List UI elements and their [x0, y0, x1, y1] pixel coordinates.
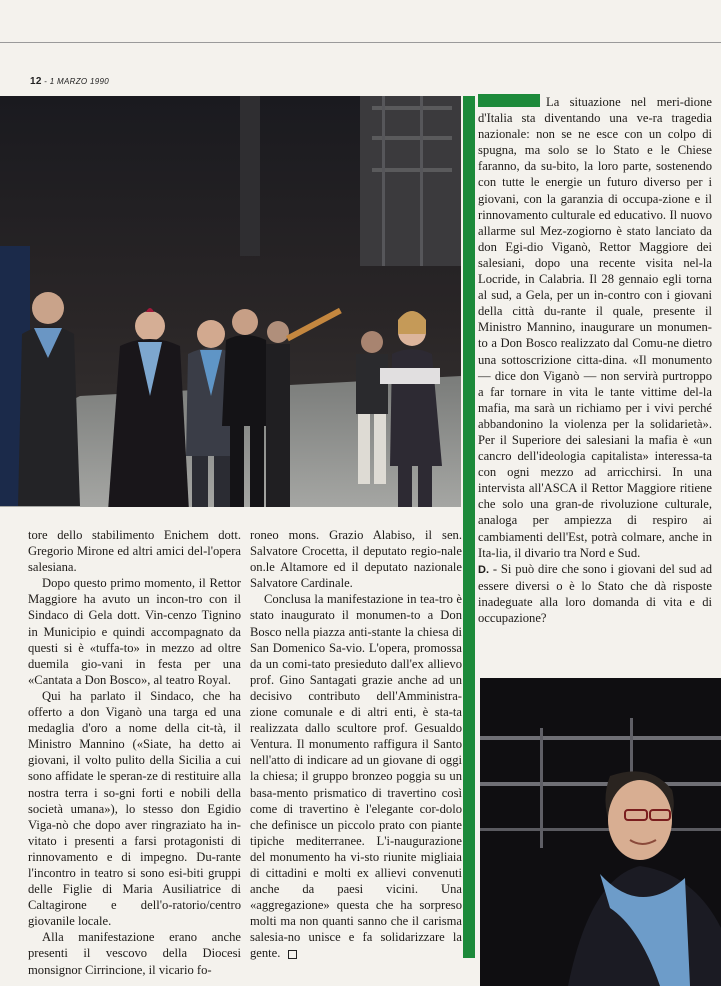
article-column-3	[478, 94, 712, 626]
question-label: D.	[478, 563, 489, 576]
end-of-article-square-icon	[288, 950, 297, 959]
paragraph-text: Conclusa la manifestazione in tea-tro è stato inaugurato il monumen-to a Don Bosco nella piazza anti-stante la chiesa di San Domenico Sa-vio. L'opera, promossa da un comi-tato presieduto dall'ex allievo prof. Gino Santagati grazie anche ad un decisivo contributo dell'Amministra-zione comunale e di altri enti, è sta-ta realizzata dallo scultore prof. Gesualdo Ventura. Il monumento raffigura il Santo nell'atto di indicare ad un giovane di oggi la chiesa; il gruppo bronzeo poggia su un basa-mento prismatico di travertino così come di travertino è l'elegante cor-dolo che definisce un piccolo prato con piante tipiche mediterranee. L'i-naugurazione del monumento ha vi-sto riunite migliaia di cittadini e molti ex allievi convenuti anche da paesi vicini. Una «aggregazione» questa che ha sorpreso molti ma non quanti sanno che il carisma salesia-no unisce e fa solidarizzare la gente.	[250, 592, 462, 961]
paragraph: Alla manifestazione erano anche presenti il vescovo della Diocesi monsignor Cirrincione, il vicario fo-	[28, 930, 241, 977]
paragraph: Dopo questo primo momento, il Rettor Maggiore ha avuto un incon-tro con il Sindaco di Gela dott. Vin-cenzo Tignino in Municipio e quindi accompagnato da questi si è «tuffa-to» in mezzo ad oltre duemila gio-vani in festa per una «Cantata a Don Bosco», al teatro Royal.	[28, 576, 241, 687]
intro-paragraph: La situazione nel meri-dione d'Italia sta diventando una ve-ra tragedia nazionale: non se ne esce con un colpo di spugna, ma solo se lo Stato e le Chiese faranno, da su-bito, la loro parte, sostenendo con tutte le energie un futuro diverso per i giovani, con la garanzia di occupa-zione e il rinnovamento culturale ed educativo. Il nuovo allarme sul Mez-zogiorno è stato lanciato da don Egi-dio Viganò, Rettor Maggiore dei salesiani, dopo una recente visita nel-la Locride, in Calabria. Il 28 gennaio egli torna al sud, a Gela, per un in-contro con i giovani della città du-rante il quale, presente il Ministro Mannino, inaugurare un monumen-to a Don Bosco realizzato dal Comu-ne dietro una sottoscrizione citta-dina. «Il monumento — dice don Viganò — non servirà purtroppo a far tornare in vita le tante vittime del-la mafia, ma sarà un richiamo per i vivi perché abbandonino la violenza per la solidarietà». Per il Superiore dei salesiani la mafia è «un cancro dell'ideologia capitalista» interessa-ta con ogni mezzo ad arricchirsi. In una intervista all'ASCA il Rettor Maggiore ritiene che solo una gran-de rivoluzione culturale, analoga per ampiezza di respiro ai cambiamenti dell'Est, potrà colmare, anche in Ita-lia, il divario tra Nord e Sud.	[478, 95, 712, 560]
paragraph: Qui ha parlato il Sindaco, che ha offerto a don Viganò una targa ed una medaglia d'oro a nome della cit-tà, il Ministro Mannino («Siate, ha detto ai giovani, il volto pulito della Sicilia a cui sono affidate le speran-ze di restituire alla nostra terra i so-gni forti e nobili della società umana»), lo stesso don Egidio Viga-nò che dopo aver ringraziato ha in-vitato i presenti a farsi protagonisti di rinnovamento e di impegno. Du-rante l'incontro in teatro si sono esi-biti gruppi delle Figlie di Maria Ausiliatrice di Caltagirone e dell'o-ratorio/centro giovanile locale.	[28, 688, 241, 929]
article-column-1	[28, 527, 241, 978]
paragraph	[250, 591, 462, 961]
question-text: - Si può dire che sono i giovani del sud ad essere diversi o è lo Stato che dà risposte inadeguate alla loro domanda di vita e di occupazione?	[478, 561, 712, 625]
interview-question	[478, 561, 712, 626]
paragraph: tore dello stabilimento Enichem dott. Gregorio Mirone ed altri amici del-l'opera salesiana.	[28, 528, 241, 575]
portrait-photo-image	[480, 678, 721, 986]
page-folio: 12 - 1 MARZO 1990	[30, 76, 109, 87]
page-number: 12	[30, 76, 42, 87]
top-rule	[0, 42, 721, 43]
ceremony-photo	[0, 96, 461, 507]
issue-date: 1 MARZO 1990	[49, 77, 109, 86]
green-rule	[463, 96, 475, 958]
ceremony-photo-image	[0, 96, 461, 507]
article-column-2	[250, 527, 462, 962]
paragraph: roneo mons. Grazio Alabiso, il sen. Salvatore Crocetta, il deputato regio-nale on.le Altamore ed il deputato nazionale Salvatore Cardinale.	[250, 528, 462, 591]
portrait-photo	[480, 678, 721, 986]
